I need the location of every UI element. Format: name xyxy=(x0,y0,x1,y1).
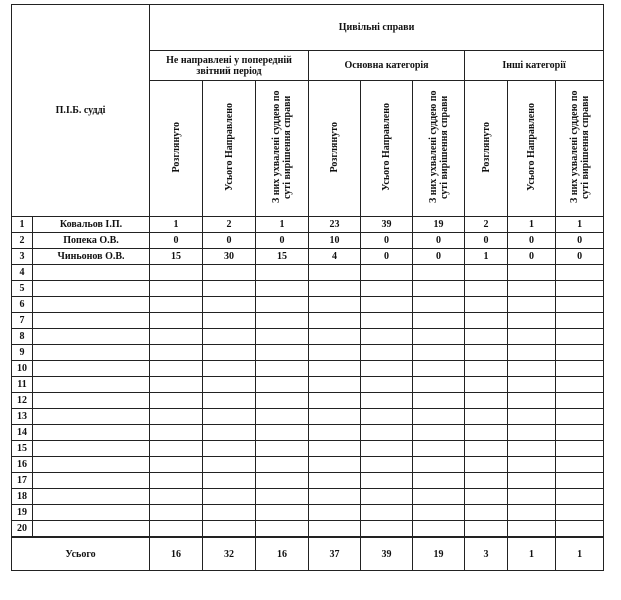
cell-value: 0 xyxy=(150,233,203,249)
cell-value xyxy=(256,345,309,361)
cell-value xyxy=(309,457,361,473)
cell-value xyxy=(203,313,256,329)
table-row xyxy=(12,425,604,441)
judge-name xyxy=(33,377,150,393)
judge-name xyxy=(33,345,150,361)
cell-value xyxy=(556,425,604,441)
cell-value xyxy=(309,361,361,377)
row-number: 11 xyxy=(12,377,33,393)
cell-value xyxy=(413,441,465,457)
cell-value xyxy=(508,329,556,345)
cell-value xyxy=(361,521,413,537)
cell-value xyxy=(256,489,309,505)
column-header: Розглянуто xyxy=(309,81,361,217)
cell-value xyxy=(150,345,203,361)
judge-name xyxy=(33,297,150,313)
total-value: 1 xyxy=(508,537,556,570)
cell-value xyxy=(361,393,413,409)
cell-value: 0 xyxy=(256,233,309,249)
table-row xyxy=(12,521,604,537)
cell-value xyxy=(309,441,361,457)
cell-value xyxy=(465,457,508,473)
table-row xyxy=(12,313,604,329)
cell-value xyxy=(508,361,556,377)
table-row xyxy=(12,505,604,521)
cell-value xyxy=(203,473,256,489)
cell-value xyxy=(465,441,508,457)
total-value: 37 xyxy=(309,537,361,570)
row-number: 18 xyxy=(12,489,33,505)
row-number: 5 xyxy=(12,281,33,297)
cell-value xyxy=(361,457,413,473)
row-number: 9 xyxy=(12,345,33,361)
cell-value xyxy=(413,281,465,297)
table-row xyxy=(12,217,604,233)
judge-name xyxy=(33,361,150,377)
cell-value xyxy=(150,473,203,489)
group-header-not-referred: Не направлені у попередній звітний період xyxy=(150,51,309,81)
cell-value xyxy=(465,473,508,489)
cell-value xyxy=(361,441,413,457)
cell-value xyxy=(465,281,508,297)
total-value: 19 xyxy=(413,537,465,570)
cell-value xyxy=(508,393,556,409)
total-label: Усього xyxy=(12,537,150,570)
judge-name xyxy=(33,281,150,297)
cell-value xyxy=(256,329,309,345)
table-row xyxy=(12,457,604,473)
cell-value xyxy=(413,297,465,313)
row-number: 2 xyxy=(12,233,33,249)
table-row xyxy=(12,409,604,425)
cell-value: 10 xyxy=(309,233,361,249)
row-number: 20 xyxy=(12,521,33,537)
cell-value xyxy=(556,297,604,313)
row-number: 8 xyxy=(12,329,33,345)
cell-value xyxy=(556,313,604,329)
cell-value xyxy=(465,297,508,313)
cell-value xyxy=(203,457,256,473)
cell-value xyxy=(361,297,413,313)
row-number: 13 xyxy=(12,409,33,425)
judge-name xyxy=(33,473,150,489)
cell-value xyxy=(203,489,256,505)
cell-value xyxy=(361,505,413,521)
cell-value xyxy=(150,521,203,537)
cell-value xyxy=(150,425,203,441)
cell-value xyxy=(556,393,604,409)
cell-value xyxy=(508,297,556,313)
cell-value xyxy=(508,425,556,441)
judge-name xyxy=(33,425,150,441)
row-number: 14 xyxy=(12,425,33,441)
cell-value xyxy=(256,361,309,377)
table-row xyxy=(12,489,604,505)
cell-value xyxy=(361,489,413,505)
cell-value: 1 xyxy=(465,249,508,265)
cell-value xyxy=(203,393,256,409)
cell-value xyxy=(413,409,465,425)
cell-value xyxy=(556,457,604,473)
cell-value xyxy=(256,441,309,457)
cell-value: 0 xyxy=(361,249,413,265)
cell-value xyxy=(508,281,556,297)
column-header: Усього Направлено xyxy=(203,81,256,217)
judge-name xyxy=(33,441,150,457)
cell-value xyxy=(465,329,508,345)
cell-value xyxy=(465,409,508,425)
table-row xyxy=(12,281,604,297)
cell-value xyxy=(203,361,256,377)
cell-value xyxy=(556,505,604,521)
cell-value xyxy=(256,393,309,409)
cell-value xyxy=(413,457,465,473)
cell-value xyxy=(150,361,203,377)
cell-value xyxy=(150,457,203,473)
cell-value xyxy=(309,409,361,425)
row-number: 7 xyxy=(12,313,33,329)
cell-value xyxy=(361,409,413,425)
cell-value xyxy=(309,425,361,441)
cell-value xyxy=(256,281,309,297)
cell-value: 0 xyxy=(413,233,465,249)
total-value: 16 xyxy=(256,537,309,570)
cell-value: 2 xyxy=(203,217,256,233)
row-number: 16 xyxy=(12,457,33,473)
cell-value xyxy=(413,313,465,329)
judge-name: Чиньонов О.В. xyxy=(33,249,150,265)
cell-value xyxy=(203,521,256,537)
cell-value xyxy=(556,377,604,393)
column-header: Усього Направлено xyxy=(361,81,413,217)
judge-name xyxy=(33,313,150,329)
column-header: Усього Направлено xyxy=(508,81,556,217)
cell-value xyxy=(150,377,203,393)
column-header: Розглянуто xyxy=(465,81,508,217)
total-value: 16 xyxy=(150,537,203,570)
cell-value xyxy=(465,361,508,377)
judge-name xyxy=(33,265,150,281)
cell-value xyxy=(150,489,203,505)
cell-value: 0 xyxy=(413,249,465,265)
cell-value xyxy=(309,377,361,393)
judge-name xyxy=(33,393,150,409)
cell-value xyxy=(465,393,508,409)
cell-value xyxy=(556,441,604,457)
cell-value: 0 xyxy=(556,233,604,249)
cell-value: 39 xyxy=(361,217,413,233)
cell-value xyxy=(309,393,361,409)
cell-value xyxy=(150,313,203,329)
cell-value xyxy=(150,329,203,345)
cell-value xyxy=(361,265,413,281)
cell-value xyxy=(465,521,508,537)
cell-value xyxy=(361,473,413,489)
cell-value xyxy=(361,345,413,361)
table-row xyxy=(12,473,604,489)
cell-value xyxy=(256,297,309,313)
cell-value xyxy=(413,393,465,409)
cell-value xyxy=(361,329,413,345)
total-value: 32 xyxy=(203,537,256,570)
cell-value xyxy=(150,281,203,297)
cell-value xyxy=(203,409,256,425)
total-value: 3 xyxy=(465,537,508,570)
cell-value xyxy=(508,473,556,489)
cell-value xyxy=(256,377,309,393)
cell-value xyxy=(413,345,465,361)
row-number: 1 xyxy=(12,217,33,233)
cell-value xyxy=(465,265,508,281)
cell-value xyxy=(256,473,309,489)
cell-value xyxy=(309,313,361,329)
cell-value: 0 xyxy=(556,249,604,265)
table-row xyxy=(12,441,604,457)
table-row xyxy=(12,393,604,409)
cell-value xyxy=(508,521,556,537)
judge-name: Ковальов І.П. xyxy=(33,217,150,233)
cell-value xyxy=(465,425,508,441)
cell-value xyxy=(508,489,556,505)
cell-value: 30 xyxy=(203,249,256,265)
cell-value xyxy=(256,313,309,329)
cell-value xyxy=(309,521,361,537)
cell-value: 0 xyxy=(203,233,256,249)
total-row xyxy=(12,537,604,570)
cell-value xyxy=(465,313,508,329)
table-row xyxy=(12,249,604,265)
cell-value xyxy=(465,377,508,393)
cell-value xyxy=(203,345,256,361)
cell-value xyxy=(465,345,508,361)
cell-value xyxy=(256,425,309,441)
cell-value xyxy=(150,265,203,281)
cell-value xyxy=(203,297,256,313)
cell-value xyxy=(256,265,309,281)
cell-value xyxy=(413,473,465,489)
cell-value xyxy=(413,425,465,441)
row-number: 17 xyxy=(12,473,33,489)
cell-value xyxy=(309,473,361,489)
cell-value xyxy=(556,345,604,361)
cell-value xyxy=(556,361,604,377)
cell-value xyxy=(556,281,604,297)
cell-value xyxy=(508,345,556,361)
cell-value xyxy=(309,281,361,297)
table-row xyxy=(12,233,604,249)
judge-name xyxy=(33,457,150,473)
cell-value xyxy=(413,329,465,345)
cell-value xyxy=(465,505,508,521)
cell-value xyxy=(309,265,361,281)
judge-name xyxy=(33,489,150,505)
table-row xyxy=(12,377,604,393)
cell-value xyxy=(203,377,256,393)
cell-value xyxy=(361,361,413,377)
cell-value xyxy=(508,313,556,329)
cell-value: 1 xyxy=(508,217,556,233)
row-number: 19 xyxy=(12,505,33,521)
cell-value: 0 xyxy=(465,233,508,249)
cell-value xyxy=(413,377,465,393)
cell-value: 15 xyxy=(256,249,309,265)
row-number: 15 xyxy=(12,441,33,457)
table-row xyxy=(12,345,604,361)
cell-value: 0 xyxy=(508,233,556,249)
cell-value xyxy=(203,425,256,441)
cell-value xyxy=(556,473,604,489)
cell-value xyxy=(508,265,556,281)
cell-value xyxy=(150,409,203,425)
cell-value xyxy=(413,521,465,537)
cell-value xyxy=(465,489,508,505)
column-header: З них ухвалені суддею по суті вирішення справи xyxy=(556,81,604,217)
cell-value: 1 xyxy=(256,217,309,233)
row-number: 10 xyxy=(12,361,33,377)
judge-name xyxy=(33,409,150,425)
row-number: 3 xyxy=(12,249,33,265)
cell-value xyxy=(361,281,413,297)
column-header: З них ухвалені суддею по суті вирішення справи xyxy=(413,81,465,217)
total-value: 39 xyxy=(361,537,413,570)
cell-value xyxy=(256,521,309,537)
group-header-other-categories: Інші категорії xyxy=(465,51,604,81)
cell-value xyxy=(256,505,309,521)
judge-name xyxy=(33,521,150,537)
judge-name-header: П.І.Б. судді xyxy=(12,5,150,217)
cell-value xyxy=(150,297,203,313)
cell-value: 19 xyxy=(413,217,465,233)
cell-value xyxy=(413,361,465,377)
cell-value xyxy=(556,409,604,425)
cell-value xyxy=(508,377,556,393)
column-header: Розглянуто xyxy=(150,81,203,217)
cell-value xyxy=(203,265,256,281)
group-header-main-category: Основна категорія xyxy=(309,51,465,81)
row-number: 4 xyxy=(12,265,33,281)
row-number: 6 xyxy=(12,297,33,313)
total-value: 1 xyxy=(556,537,604,570)
table-row xyxy=(12,329,604,345)
cell-value: 1 xyxy=(150,217,203,233)
cell-value xyxy=(361,377,413,393)
cell-value xyxy=(556,329,604,345)
row-number: 12 xyxy=(12,393,33,409)
cell-value xyxy=(508,505,556,521)
judge-name xyxy=(33,329,150,345)
cell-value: 15 xyxy=(150,249,203,265)
judge-name: Попека О.В. xyxy=(33,233,150,249)
cell-value xyxy=(203,505,256,521)
cell-value xyxy=(256,409,309,425)
cell-value xyxy=(413,489,465,505)
cell-value xyxy=(309,345,361,361)
cell-value xyxy=(203,329,256,345)
cell-value xyxy=(556,265,604,281)
cell-value xyxy=(309,297,361,313)
table-row xyxy=(12,361,604,377)
cell-value xyxy=(556,489,604,505)
cell-value xyxy=(309,489,361,505)
cell-value xyxy=(150,393,203,409)
cell-value: 4 xyxy=(309,249,361,265)
cell-value xyxy=(256,457,309,473)
cell-value: 23 xyxy=(309,217,361,233)
cell-value xyxy=(556,521,604,537)
cell-value: 1 xyxy=(556,217,604,233)
cell-value xyxy=(508,441,556,457)
cell-value xyxy=(413,265,465,281)
cell-value xyxy=(203,281,256,297)
cell-value xyxy=(203,441,256,457)
cell-value xyxy=(150,505,203,521)
cell-value xyxy=(150,441,203,457)
cell-value: 2 xyxy=(465,217,508,233)
table-row xyxy=(12,265,604,281)
cell-value xyxy=(309,329,361,345)
table-row xyxy=(12,297,604,313)
cell-value xyxy=(309,505,361,521)
judge-name xyxy=(33,505,150,521)
cell-value xyxy=(361,425,413,441)
column-header: З них ухвалені суддею по суті вирішення справи xyxy=(256,81,309,217)
cell-value xyxy=(508,457,556,473)
cell-value xyxy=(413,505,465,521)
table-title: Цивільні справи xyxy=(150,5,604,51)
cell-value: 0 xyxy=(508,249,556,265)
civil-cases-report-table xyxy=(11,4,604,571)
cell-value xyxy=(508,409,556,425)
cell-value xyxy=(361,313,413,329)
cell-value: 0 xyxy=(361,233,413,249)
